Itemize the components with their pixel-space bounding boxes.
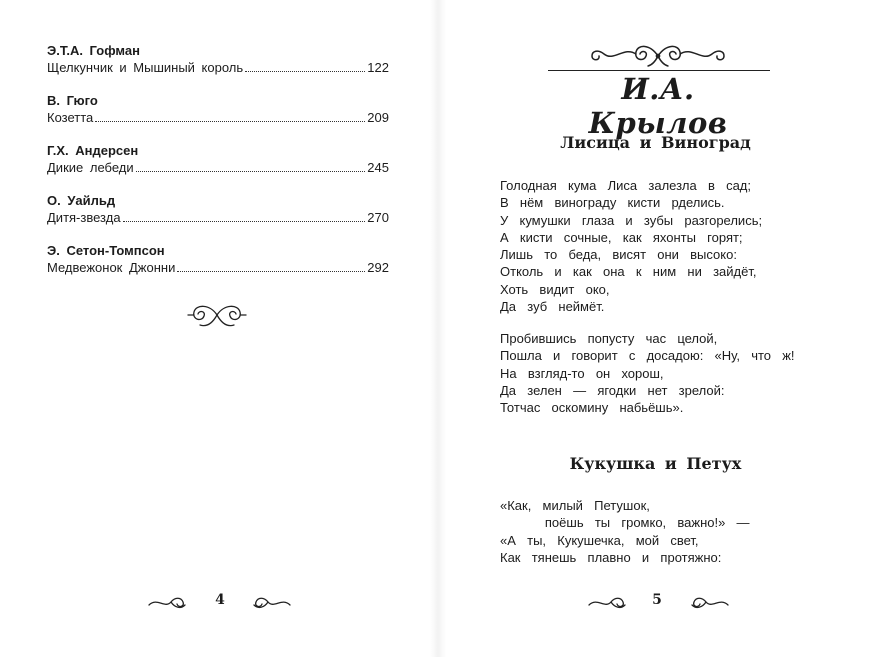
poem-line: «Как, милый Петушок, [500,498,650,513]
toc-leader-dots [177,270,365,272]
toc-title: Щелкунчик и Мышиный король [47,60,244,75]
poem-line: Пошла и говорит с досадою: «Ну, что ж! [500,348,795,364]
toc-page-number: 292 [367,260,389,275]
folio-swirl-icon [147,593,187,611]
toc-entry[interactable] [47,92,389,126]
poem-line: Голодная кума Лиса залезла в сад; [500,178,752,193]
poem-line: Тотчас оскомину набьёшь». [500,400,684,416]
poem-line: «А ты, Кукушечка, мой свет, [500,532,699,548]
poem-line: У кумушки глаза и зубы разгорелись; [500,212,763,228]
poem-line: В нём винограду кисти рделись. [500,195,725,211]
toc-leader-dots [95,120,365,122]
folio-swirl-icon [587,593,627,611]
toc-leader-dots [136,170,366,172]
flourish-ornament-icon [186,300,248,330]
page-number: 5 [652,592,662,608]
toc-author: В. Гюго [47,93,98,108]
toc-author: Г.Х. Андерсен [47,143,139,158]
toc-title: Медвежонок Джонни [47,260,176,275]
heading-rule [548,70,770,71]
toc-author: Э.Т.А. Гофман [47,43,140,58]
table-of-contents [47,42,389,292]
toc-title: Козетта [47,110,94,125]
poem-title: Лисица и Виноград [560,133,751,152]
poem-line: Лишь то беда, висят они высоко: [500,247,737,263]
toc-title: Дикие лебеди [47,160,134,175]
toc-author: Э. Сетон-Томпсон [47,243,165,258]
poem-line: Пробившись попусту час целой, [500,331,718,346]
toc-entry[interactable] [47,192,389,226]
poem-line: Да зуб неймёт. [500,299,605,315]
poem-line: Отколь и как она к ним ни зайдёт, [500,264,757,280]
folio-swirl-icon [252,593,292,611]
toc-title: Дитя-звезда [47,210,121,225]
poem-line: На взгляд-то он хорош, [500,365,664,381]
page-number: 4 [215,592,225,608]
toc-page-number: 270 [367,210,389,225]
poem-title: Кукушка и Петух [569,454,742,473]
stanza [500,177,860,315]
toc-leader-dots [245,70,365,72]
toc-page-number: 209 [367,110,389,125]
toc-entry[interactable] [47,42,389,76]
toc-leader-dots [123,220,366,222]
right-page [438,0,877,657]
toc-page-number: 245 [367,160,389,175]
toc-author: О. Уайльд [47,193,116,208]
left-page [0,0,438,657]
stanza [500,497,860,566]
folio-swirl-icon [690,593,730,611]
toc-entry[interactable] [47,142,389,176]
stanza [500,330,860,416]
poem-line: поёшь ты громко, важно!» — [500,515,750,531]
poem-line: Как тянешь плавно и протяжно: [500,549,722,565]
toc-page-number: 122 [367,60,389,75]
toc-entry[interactable] [47,242,389,276]
author-heading: И.А. Крылов [588,72,728,140]
poem-line: А кисти сочные, как яхонты горят; [500,229,743,245]
poem-line: Хоть видит око, [500,281,610,297]
header-flourish-icon [584,40,732,70]
poem-line: Да зелен — ягодки нет зрелой: [500,382,725,398]
